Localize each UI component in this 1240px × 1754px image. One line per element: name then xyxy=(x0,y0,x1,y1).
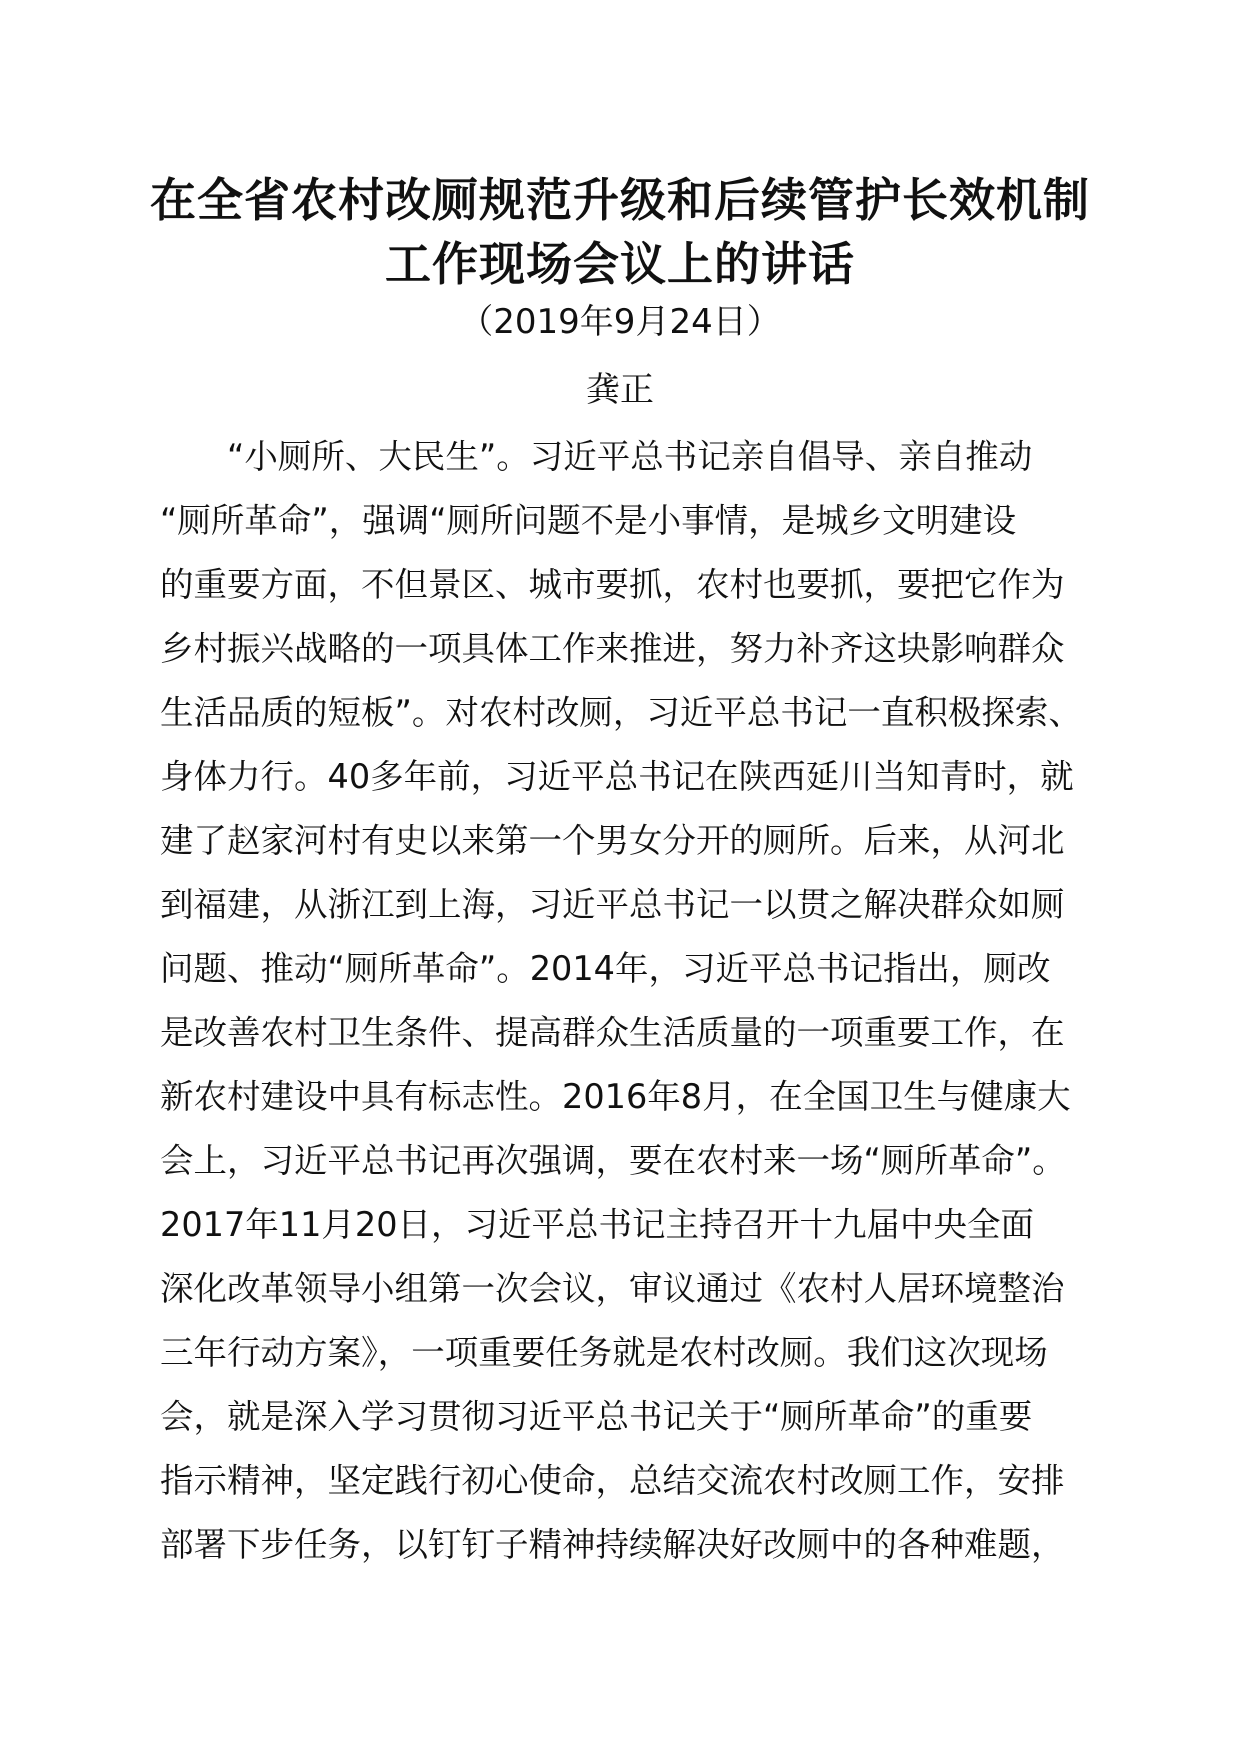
paragraph-line: 乡村振兴战略的一项具体工作来推进，努力补齐这块影响群众 xyxy=(160,629,1065,668)
paragraph-line: 三年行动方案》，一项重要任务就是农村改厕。我们这次现场 xyxy=(160,1333,1048,1372)
paragraph-line: 会上，习近平总书记再次强调，要在农村来一场“厕所革命”。 xyxy=(160,1141,1066,1180)
paragraph-line: 指示精神，坚定践行初心使命，总结交流农村改厕工作，安排 xyxy=(160,1461,1065,1500)
paragraph-line: 到福建，从浙江到上海，习近平总书记一以贯之解决群众如厕 xyxy=(160,885,1065,924)
paragraph-line: 生活品质的短板”。对农村改厕，习近平总书记一直积极探索、 xyxy=(160,693,1082,732)
paragraph-line: 部署下步任务，以钉钉子精神持续解决好改厕中的各种难题， xyxy=(160,1525,1065,1564)
paragraph-line: 问题、推动“厕所革命”。2014年，习近平总书记指出，厕改 xyxy=(160,949,1051,988)
paragraph-line: 深化改革领导小组第一次会议，审议通过《农村人居环境整治 xyxy=(160,1269,1065,1308)
paragraph-line: 是改善农村卫生条件、提高群众生活质量的一项重要工作，在 xyxy=(160,1013,1065,1052)
speaker-name: 龚正 xyxy=(586,370,654,410)
speech-date: （2019年9月24日） xyxy=(459,302,781,342)
paragraph-line: 的重要方面，不但景区、城市要抓，农村也要抓，要把它作为 xyxy=(160,565,1065,604)
paragraph-line: “厕所革命”，强调“厕所问题不是小事情，是城乡文明建设 xyxy=(160,501,1017,540)
paragraph-line: 2017年11月20日，习近平总书记主持召开十九届中央全面 xyxy=(160,1205,1035,1244)
title-line-2: 工作现场会议上的讲话 xyxy=(385,237,855,291)
paragraph-line: 会，就是深入学习贯彻习近平总书记关于“厕所革命”的重要 xyxy=(160,1397,1033,1436)
paragraph-line: 新农村建设中具有标志性。2016年8月，在全国卫生与健康大 xyxy=(160,1077,1071,1116)
paragraph-line: “小厕所、大民生”。习近平总书记亲自倡导、亲自推动 xyxy=(227,437,1033,476)
paragraph-line: 身体力行。40多年前，习近平总书记在陕西延川当知青时，就 xyxy=(160,757,1074,796)
paragraph-line: 建了赵家河村有史以来第一个男女分开的厕所。后来，从河北 xyxy=(160,821,1065,860)
title-line-1: 在全省农村改厕规范升级和后续管护长效机制 xyxy=(150,173,1090,227)
